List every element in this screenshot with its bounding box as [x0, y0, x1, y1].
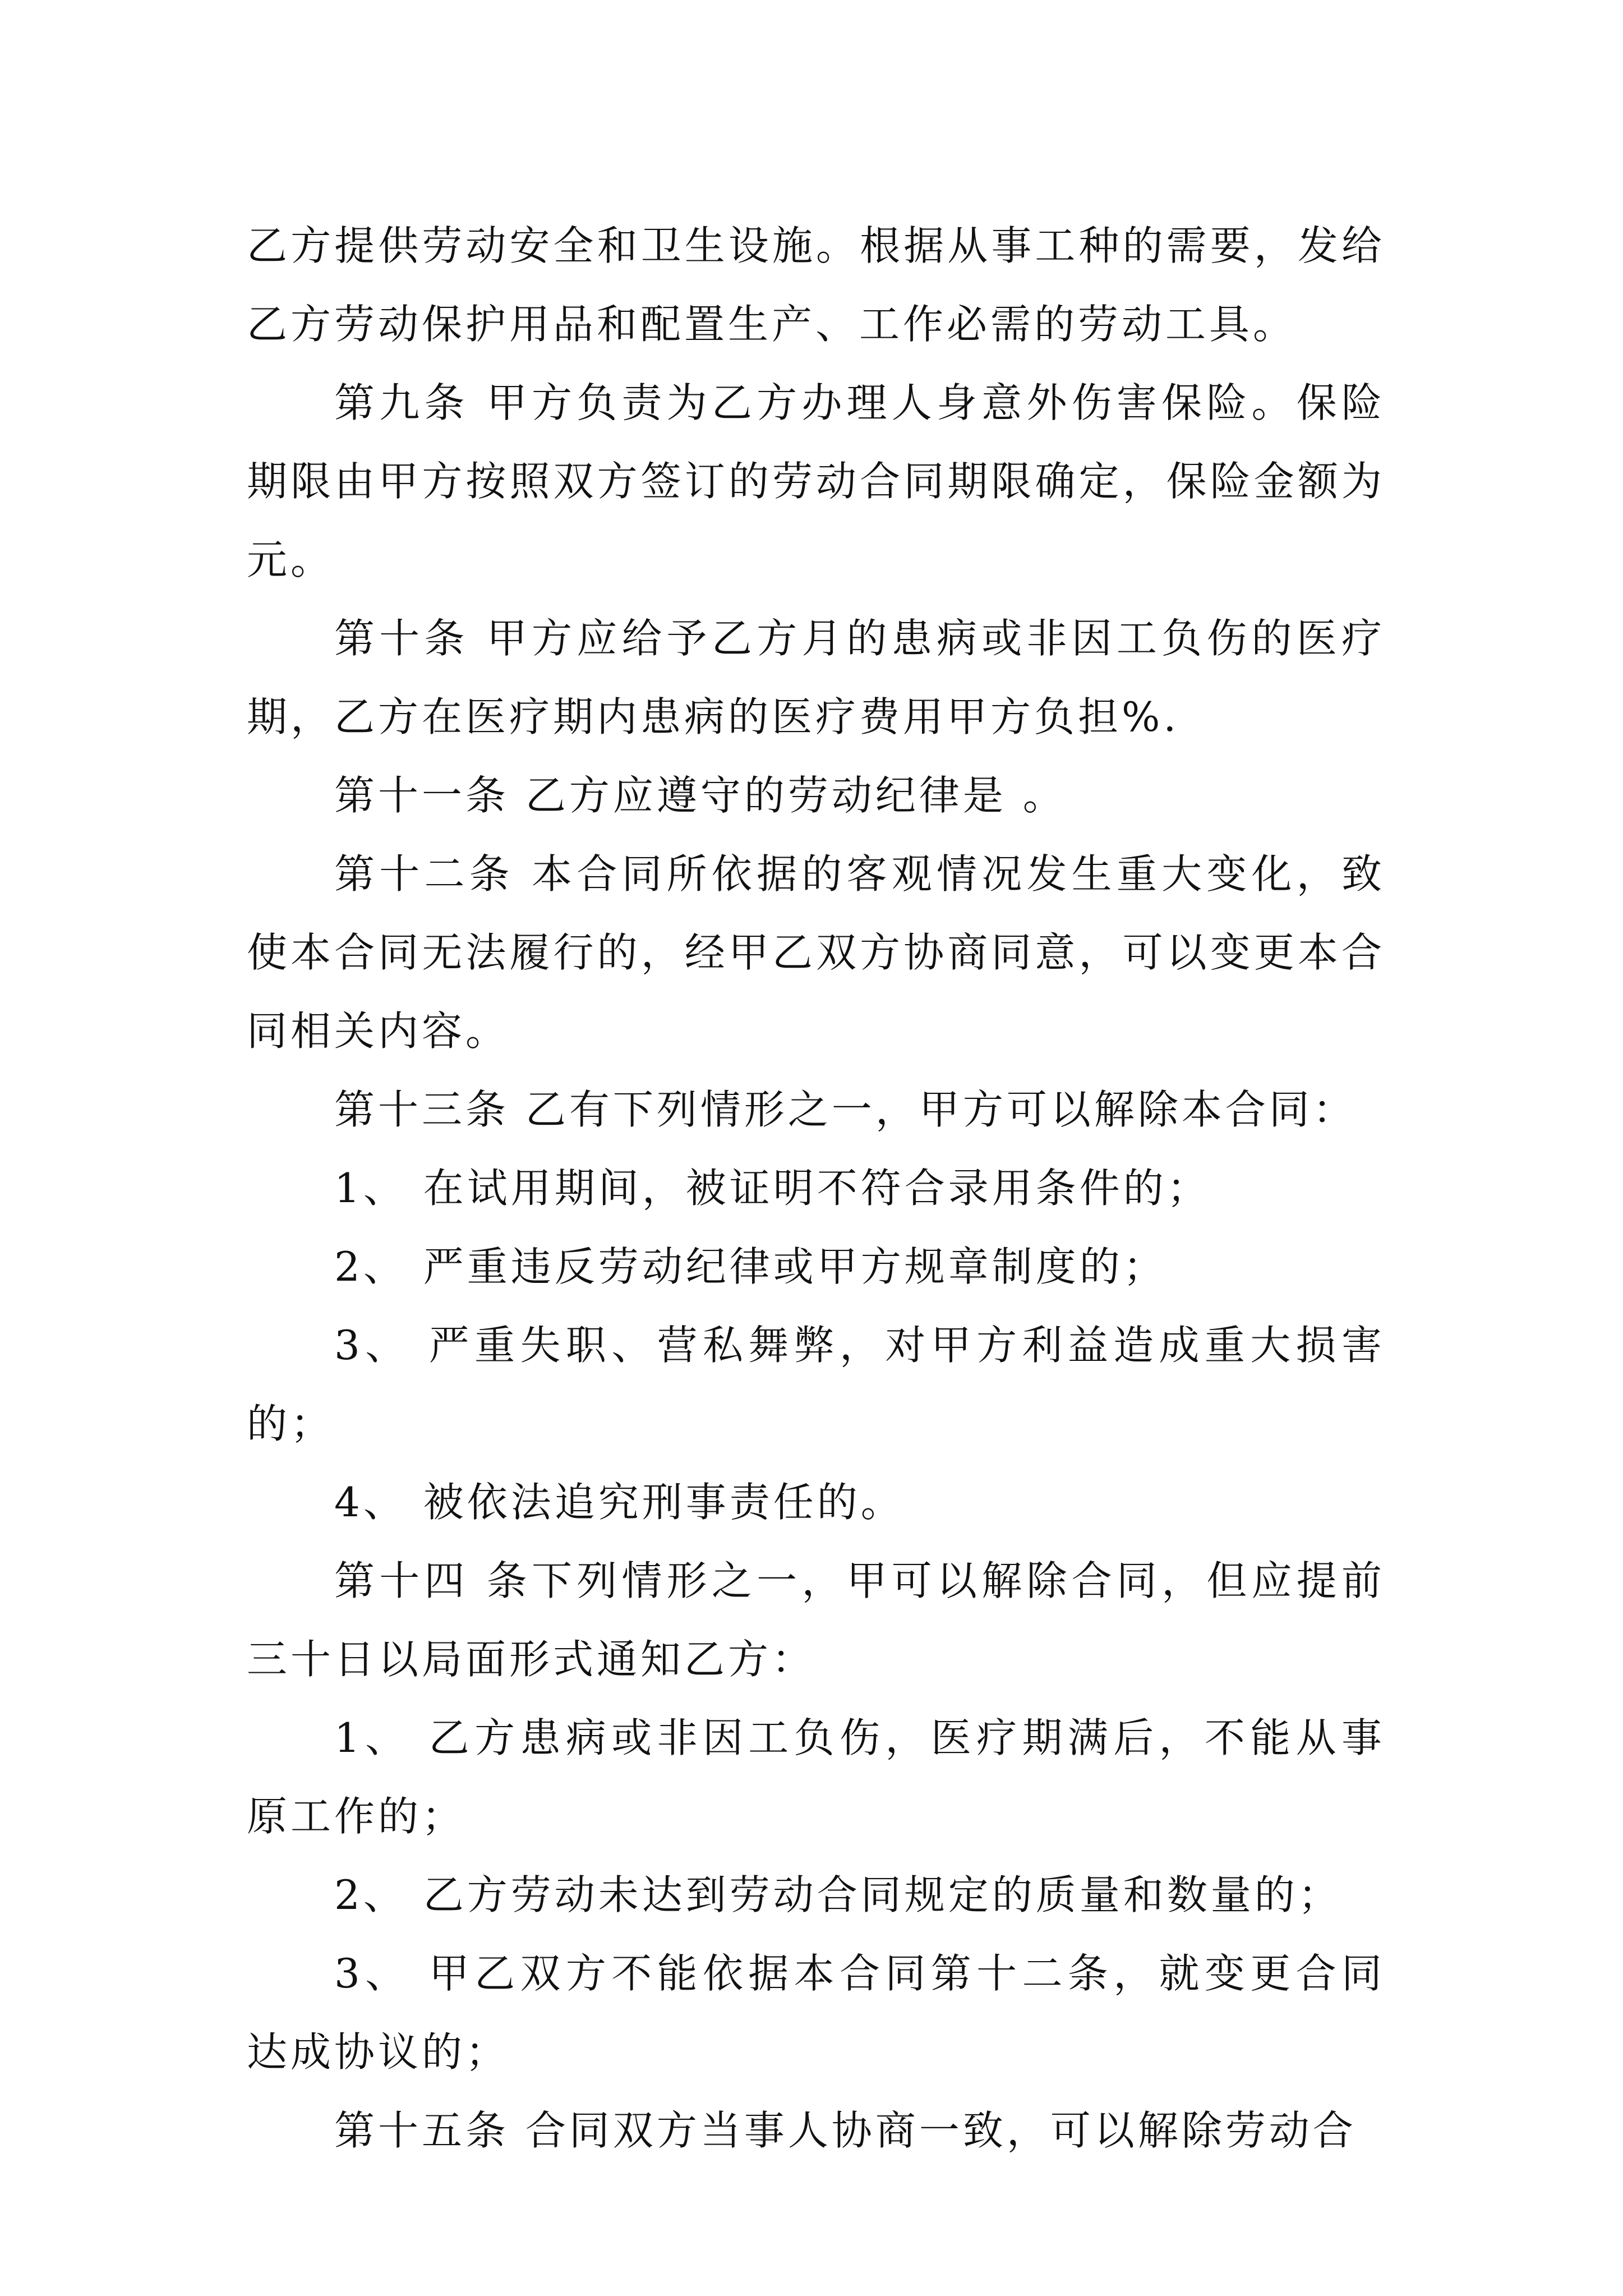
list-item-13-3: 3、 严重失职、营私舞弊，对甲方利益造成重大损害的； — [247, 1322, 1385, 1447]
list-item-14-3: 3、 甲乙双方不能依据本合同第十二条，就变更合同达成协议的； — [247, 1950, 1385, 2076]
list-item-13-4: 4、 被依法追究刑事责任的。 — [334, 1479, 905, 1526]
paragraph-article-9: 第九条 甲方负责为乙方办理人身意外伤害保险。保险期限由甲方按照双方签订的劳动合同期限确定，保险金额为元。 — [247, 379, 1385, 583]
paragraph-article-11: 第十一条 乙方应遵守的劳动纪律是 。 — [334, 772, 1067, 819]
list-item-13-2: 2、 严重违反劳动纪律或甲方规章制度的； — [334, 1243, 1167, 1290]
paragraph-article-12: 第十二条 本合同所依据的客观情况发生重大变化，致使本合同无法履行的，经甲乙双方协商同意，可以变更本合同相关内容。 — [247, 850, 1385, 1055]
paragraph-article-14: 第十四 条下列情形之一，甲可以解除合同，但应提前三十日以局面形式通知乙方： — [247, 1557, 1385, 1683]
paragraph-article-13: 第十三条 乙有下列情形之一，甲方可以解除本合同： — [334, 1086, 1357, 1133]
list-item-14-2: 2、 乙方劳动未达到劳动合同规定的质量和数量的； — [334, 1871, 1342, 1918]
paragraph-safety-facilities: 乙方提供劳动安全和卫生设施。根据从事工种的需要，发给乙方劳动保护用品和配置生产、工作必需的劳动工具。 — [247, 222, 1385, 348]
list-item-13-1: 1、 在试用期间，被证明不符合录用条件的； — [334, 1165, 1211, 1212]
list-item-14-1: 1、 乙方患病或非因工负伤，医疗期满后，不能从事原工作的； — [247, 1714, 1385, 1840]
paragraph-article-10: 第十条 甲方应给予乙方月的患病或非因工负伤的医疗期，乙方在医疗期内患病的医疗费用甲方负担%. — [247, 615, 1385, 740]
document-body — [247, 206, 1385, 2170]
paragraph-article-15: 第十五条 合同双方当事人协商一致，可以解除劳动合 — [334, 2107, 1357, 2154]
